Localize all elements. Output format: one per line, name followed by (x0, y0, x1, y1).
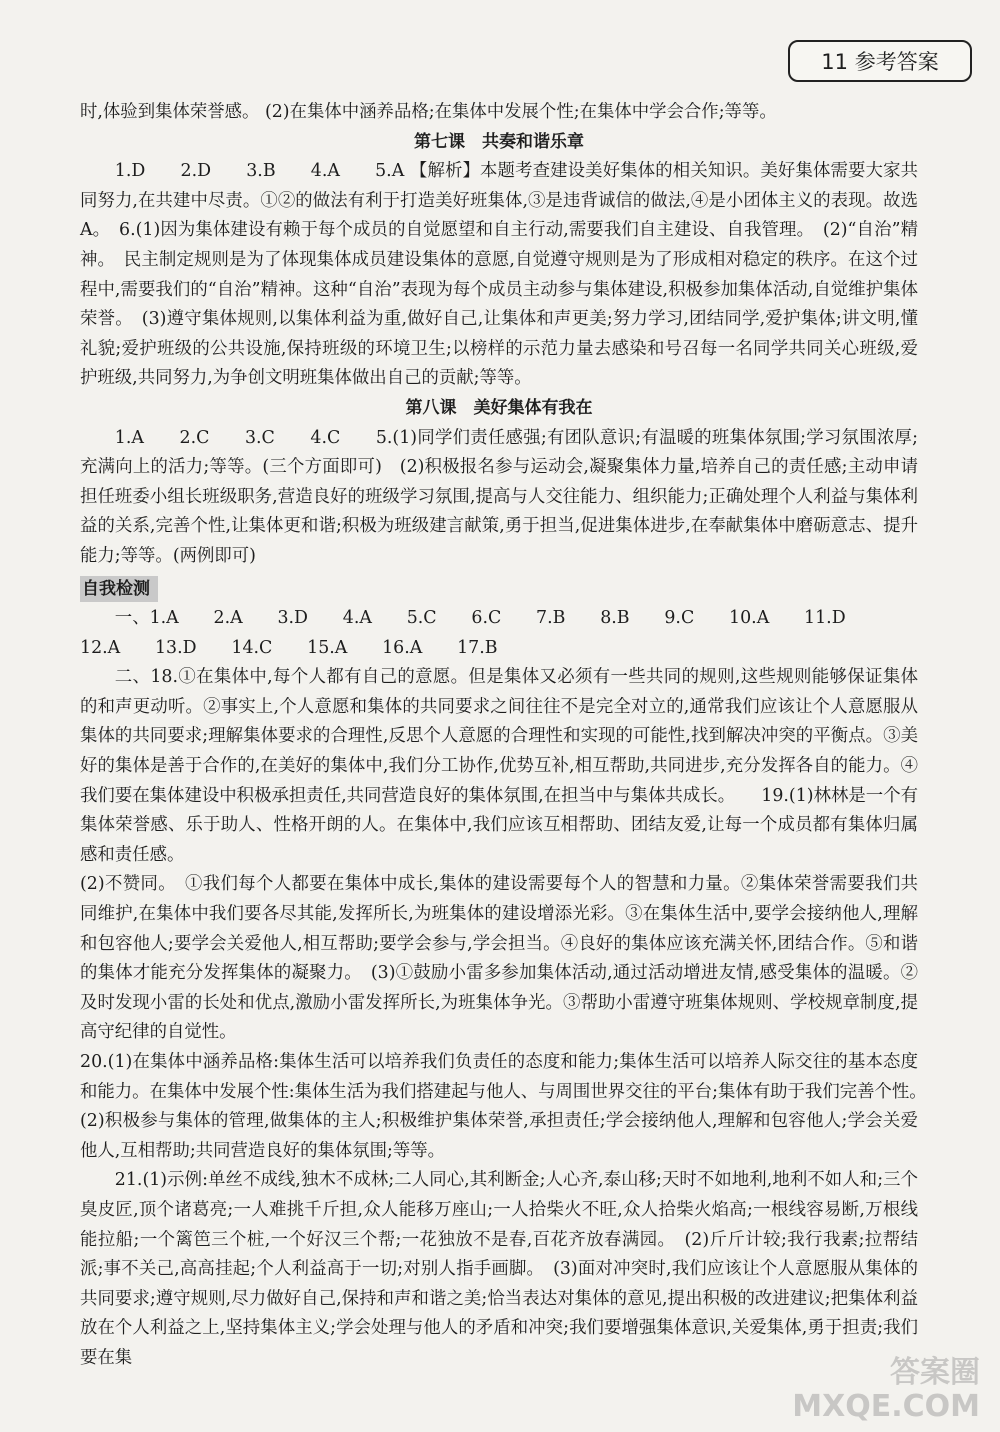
lesson8-answers: 1.A 2.C 3.C 4.C 5.(1)同学们责任感强;有团队意识;有温暖的班集体氛围;学习氛围浓厚;充满向上的活力;等等。(三个方面即可) (2)积极报名参与运动会,凝聚集体力量,培养自己的责任感;主动申请担任班委小组长班级职务,营造良好的班级学习氛围,提高与人交往能力、组织能力;正确处理个人利益与集体利益的关系,完善个性,让集体更和谐;积极为班级建言献策,勇于担当,促进集体进步,在奉献集体中磨砺意志、提升能力;等等。(两例即可) (80, 427, 918, 566)
self-check-heading: 自我检测 (80, 576, 158, 602)
lesson7-answers: 1.D 2.D 3.B 4.A 5.A 【解析】本题考查建设美好集体的相关知识。美好集体需要大家共同努力,在共建中尽责。①②的做法有利于打造美好班集体,③是违背诚信的做法,④是小团体主义的表现。故选 A。 6.(1)因为集体建设有赖于每个成员的自觉愿望和自主行动,需要我们自主建设、自我管理。 (2)“自治”精神。 民主制定规则是为了体现集体成员建设集体的意愿,自觉遵守规则是为了形成相对稳定的秩序。在这个过程中,需要我们的“自治”精神。这种“自治”表现为每个成员主动参与集体建设,积极参加集体活动,自觉维护集体荣誉。 (3)遵守集体规则,以集体利益为重,做好自己,让集体和声更美;努力学习,团结同学,爱护集体;讲文明,懂礼貌;爱护班级的公共设施,保持班级的环境卫生;以榜样的示范力量去感染和号召每一名同学共同关心班级,爱护班级,共同努力,为争创文明班集体做出自己的贡献;等等。 (80, 161, 918, 389)
watermark-line-1: 答案圈 (890, 1355, 980, 1390)
lesson8-title: 第八课 美好集体有我在 (405, 397, 593, 418)
lesson7-title: 第七课 共奏和谐乐章 (414, 131, 584, 152)
question-20: 20.(1)在集体中涵养品格:集体生活可以培养我们负责任的态度和能力;集体生活可以培养人际交往的基本态度和能力。在集体中发展个性:集体生活为我们搭建起与他人、与周围世界交往的平台;集体有助于我们完善个性。 (2)积极参与集体的管理,做集体的主人;积极维护集体荣誉,承担责任;学会接纳他人,理解和包容他人;学会关爱他人,互相帮助;共同营造良好的集体氛围;等等。 (80, 1052, 936, 1161)
multiple-choice-line-1: 一、1.A 2.A 3.D 4.A 5.C 6.C 7.B 8.B 9.C 10.A 11.D (114, 608, 846, 629)
question-18-19: 二、18.①在集体中,每个人都有自己的意愿。但是集体又必须有一些共同的规则,这些规则能够保证集体的和声更动听。②事实上,个人意愿和集体的共同要求之间往往不是完全对立的,通常我们应该让个人意愿服从集体的共同要求;理解集体要求的合理性,反思个人意愿的合理性和实现的可能性,找到解决冲突的平衡点。③美好的集体是善于合作的,在美好的集体中,我们分工协作,优势互补,相互帮助,共同进步,充分发挥各自的能力。④我们要在集体建设中积极承担责任,共同营造良好的集体氛围,在担当中与集体共成长。 19.(1)林林是一个有集体荣誉感、乐于助人、性格开朗的人。在集体中,我们应该互相帮助、团结友爱,让每一个成员都有集体归属感和责任感。 (80, 667, 918, 865)
answer-content (80, 98, 936, 1374)
paragraph-intro: 时,体验到集体荣誉感。 (2)在集体中涵养品格;在集体中发展个性;在集体中学会合作;等等。 (80, 102, 777, 122)
question-19-part2: (2)不赞同。 ①我们每个人都要在集体中成长,集体的建设需要每个人的智慧和力量。②集体荣誉需要我们共同维护,在集体中我们要各尽其能,发挥所长,为班集体的建设增添光彩。③在集体生活中,要学会接纳他人,理解和包容他人;要学会关爱他人,相互帮助;要学会参与,学会担当。④良好的集体应该充满关怀,团结合作。⑤和谐的集体才能充分发挥集体的凝聚力。 (3)①鼓励小雷多参加集体活动,通过活动增进友情,感受集体的温暖。②及时发现小雷的长处和优点,激励小雷发挥所长,为班集体争光。③帮助小雷遵守班集体规则、学校规章制度,提高守纪律的自觉性。 (80, 874, 918, 1043)
multiple-choice-line-2: 12.A 13.D 14.C 15.A 16.A 17.B (80, 637, 498, 658)
page-header-answer-key: 11 参考答案 (788, 40, 972, 82)
watermark (792, 1356, 980, 1424)
question-21: 21.(1)示例:单丝不成线,独木不成林;二人同心,其利断金;人心齐,泰山移;天时不如地利,地利不如人和;三个臭皮匠,顶个诸葛亮;一人难挑千斤担,众人能移万座山;一人拾柴火不旺,众人拾柴火焰高;一根线容易断,万根线能拉船;一个篱笆三个桩,一个好汉三个帮;一花独放不是春,百花齐放春满园。 (2)斤斤计较;我行我素;拉帮结派;事不关己,高高挂起;个人利益高于一切;对别人指手画脚。 (3)面对冲突时,我们应该让个人意愿服从集体的共同要求;遵守规则,尽力做好自己,保持和声和谐之美;恰当表达对集体的意见,提出积极的改进建议;把集体利益放在个人利益之上,坚持集体主义;学会处理与他人的矛盾和冲突;我们要增强集体意识,关爱集体,勇于担责;我们要在集 (80, 1170, 918, 1368)
watermark-line-2: MXQE.COM (792, 1389, 980, 1424)
